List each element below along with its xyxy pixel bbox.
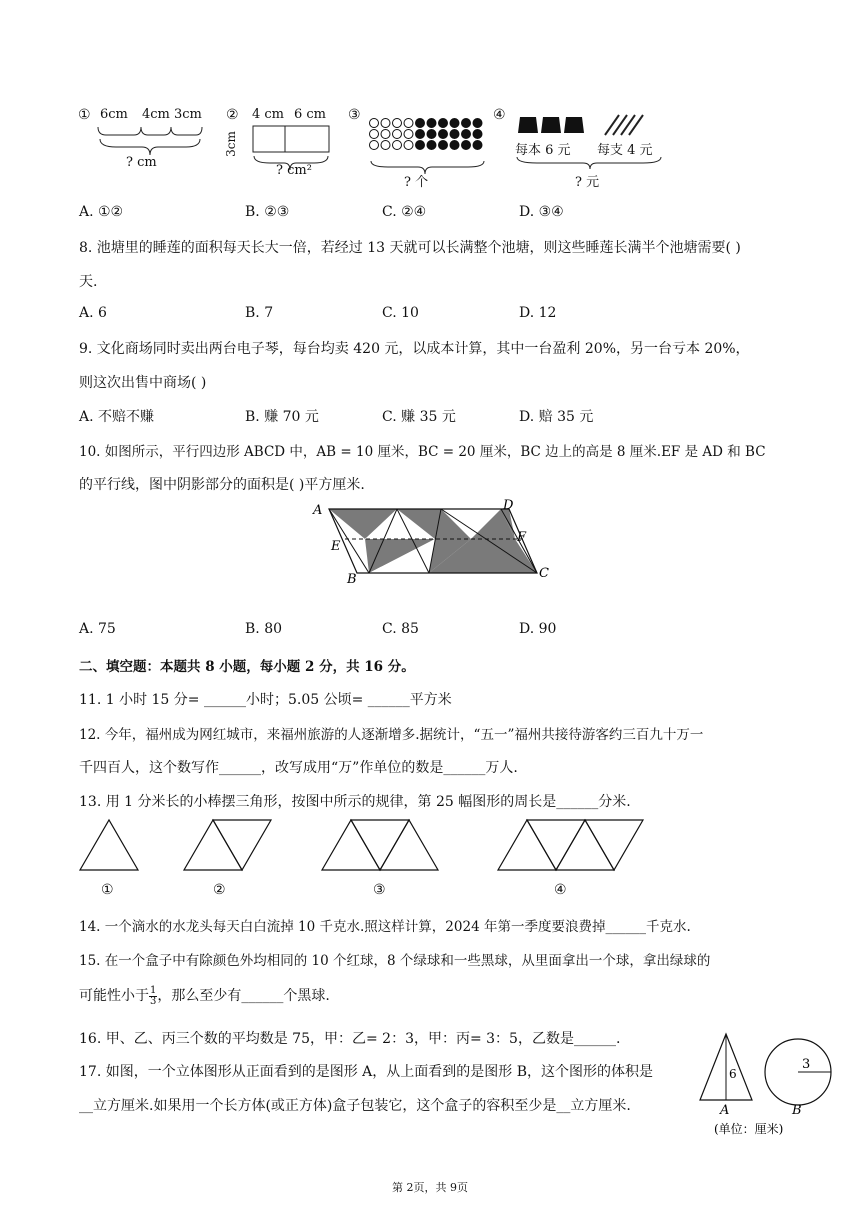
filled-dot	[473, 119, 482, 128]
hollow-dot	[381, 130, 390, 139]
q7-figure-3	[348, 103, 488, 189]
q13-marker-2: ②	[213, 882, 226, 898]
q15-fraction-numerator: 1	[150, 984, 157, 996]
section-2-heading: 二、填空题：本题共 8 小题，每小题 2 分，共 16 分。	[79, 659, 415, 675]
q7-fig1-label-1: 6cm	[100, 107, 128, 122]
filled-dot	[462, 130, 471, 139]
q7-fig4-right-label: 每支 4 元	[597, 143, 653, 158]
q10-label-c: C	[539, 566, 549, 581]
q7-fig1-marker: ①	[78, 107, 91, 123]
filled-dot	[439, 141, 448, 150]
q7-fig2-answer: ? cm²	[276, 163, 312, 178]
q10-text-line-1: 10. 如图所示，平行四边形 ABCD 中，AB = 10 厘米，BC = 20 厘米，BC 边上的高是 8 厘米.EF 是 AD 和 BC	[79, 444, 766, 460]
q7-fig4-left-label: 每本 6 元	[515, 143, 571, 158]
page-footer: 第 2页，共 9页	[392, 1181, 468, 1194]
filled-dot	[439, 119, 448, 128]
q12-text-line-2: 千四百人，这个数写作______，改写成用“万”作单位的数是______万人.	[79, 760, 518, 776]
book-icons	[517, 113, 587, 137]
q7-fig2-side-label: 3cm	[223, 131, 238, 157]
q9-text-line-1: 9. 文化商场同时卖出两台电子琴，每台均卖 420 元，以成本计算，其中一台盈利 20%，另一台亏本 20%，	[79, 341, 750, 357]
q13-text: 13. 用 1 分米长的小棒摆三角形，按图中所示的规律，第 25 幅图形的周长是______分米.	[79, 794, 631, 810]
q17-figure-b-label: B	[792, 1103, 802, 1118]
q10-label-e: E	[331, 539, 341, 554]
q7-fig3-dots	[368, 117, 488, 177]
hollow-dot	[381, 141, 390, 150]
q7-figure-2	[223, 103, 336, 183]
q12-text-line-1: 12. 今年，福州成为网红城市，来福州旅游的人逐渐增多.据统计，“五一”福州共接待游客约三百九十万一	[79, 727, 704, 743]
q8-text-line-2: 天.	[79, 274, 98, 290]
pen-icons	[601, 111, 661, 139]
filled-dot	[416, 130, 425, 139]
q8-option-b: B. 7	[245, 305, 274, 321]
filled-dot	[473, 130, 482, 139]
filled-dot	[473, 141, 482, 150]
hollow-dot	[404, 130, 413, 139]
q7-option-d: D. ③④	[519, 204, 564, 220]
q7-fig4-brace	[515, 155, 665, 171]
q9-text-line-2: 则这次出售中商场( )	[79, 375, 207, 391]
q9-option-d: D. 赔 35 元	[519, 409, 594, 425]
q8-option-d: D. 12	[519, 305, 557, 321]
q17-height-label: 6	[729, 1067, 737, 1081]
q8-text-line-1: 8. 池塘里的睡莲的面积每天长大一倍，若经过 13 天就可以长满整个池塘，则这些睡莲长满半个池塘需要( )	[79, 240, 741, 256]
q7-fig1-label-3: 3cm	[174, 107, 202, 122]
q15-fraction-denominator: 3	[150, 995, 157, 1007]
q7-figure-4	[493, 103, 673, 189]
q14-text: 14. 一个滴水的水龙头每天白白流掉 10 千克水.照这样计算，2024 年第一季度要浪费掉______千克水.	[79, 919, 691, 935]
q9-option-b: B. 赚 70 元	[245, 409, 319, 425]
q13-triangle-figures	[76, 814, 656, 904]
filled-dot	[439, 130, 448, 139]
filled-dot	[427, 119, 436, 128]
q10-option-c: C. 85	[382, 621, 419, 637]
q17-text-line-2: __立方厘米.如果用一个长方体(或正方体)盒子包装它，这个盒子的容积至少是__立方厘米.	[79, 1098, 631, 1114]
q7-option-b: B. ②③	[245, 204, 290, 220]
q13-marker-3: ③	[373, 882, 386, 898]
filled-dot	[450, 130, 459, 139]
q11-text: 11. 1 小时 15 分= ______小时；5.05 公顷= ______平方米	[79, 692, 452, 708]
q7-option-a: A. ①②	[79, 204, 124, 220]
q17-radius-label: 3	[802, 1057, 811, 1072]
q10-label-d: D	[503, 498, 514, 513]
q7-fig2-label-2: 6 cm	[294, 107, 327, 122]
q15-text-before-fraction: 可能性小于	[79, 988, 149, 1004]
filled-dot	[427, 141, 436, 150]
q7-fig4-marker: ④	[493, 107, 506, 123]
q17-unit-label: (单位：厘米)	[714, 1122, 784, 1136]
q7-fig3-answer: ? 个	[404, 175, 429, 190]
q7-fig3-marker: ③	[348, 107, 361, 123]
q7-fig4-answer: ? 元	[575, 175, 600, 190]
q10-label-b: B	[347, 572, 357, 585]
q7-fig1-label-2: 4cm	[142, 107, 170, 122]
filled-dot	[462, 119, 471, 128]
q10-text-line-2: 的平行线，图中阴影部分的面积是( )平方厘米.	[79, 477, 365, 493]
hollow-dot	[370, 141, 379, 150]
q7-option-c: C. ②④	[382, 204, 427, 220]
hollow-dot	[393, 130, 402, 139]
q10-parallelogram-figure	[305, 497, 555, 585]
q15-text-after-fraction: ，那么至少有______个黑球.	[157, 988, 330, 1004]
filled-dot	[450, 141, 459, 150]
hollow-dot	[404, 119, 413, 128]
q10-option-a: A. 75	[79, 621, 116, 637]
q8-option-a: A. 6	[79, 305, 107, 321]
q17-figure	[696, 1028, 836, 1138]
q13-marker-4: ④	[554, 882, 567, 898]
q7-fig2-marker: ②	[226, 107, 239, 123]
q7-figure-1	[78, 103, 208, 173]
q17-text-line-1: 17. 如图，一个立体图形从正面看到的是图形 A，从上面看到的是图形 B，这个图形的体积是	[79, 1064, 654, 1080]
filled-dot	[450, 119, 459, 128]
hollow-dot	[370, 130, 379, 139]
hollow-dot	[393, 119, 402, 128]
hollow-dot	[393, 141, 402, 150]
q16-text: 16. 甲、乙、丙三个数的平均数是 75，甲：乙= 2：3，甲：丙= 3：5，乙数是______.	[79, 1031, 621, 1047]
q15-text-line-1: 15. 在一个盒子中有除颜色外均相同的 10 个红球，8 个绿球和一些黑球，从里面拿出一个球，拿出绿球的	[79, 953, 711, 969]
q17-figure-a-label: A	[720, 1103, 730, 1118]
q7-fig1-brace	[96, 125, 206, 157]
hollow-dot	[381, 119, 390, 128]
q10-label-f: F	[517, 530, 527, 545]
q7-fig1-answer: ? cm	[126, 155, 157, 170]
filled-dot	[462, 141, 471, 150]
q10-option-d: D. 90	[519, 621, 557, 637]
hollow-dot	[404, 141, 413, 150]
q8-option-c: C. 10	[382, 305, 419, 321]
filled-dot	[416, 141, 425, 150]
q7-fig2-label-1: 4 cm	[252, 107, 285, 122]
filled-dot	[416, 119, 425, 128]
q13-marker-1: ①	[101, 882, 114, 898]
q9-option-a: A. 不赔不赚	[79, 409, 155, 425]
q15-text-line-2	[79, 985, 330, 1007]
filled-dot	[427, 130, 436, 139]
q10-option-b: B. 80	[245, 621, 283, 637]
hollow-dot	[370, 119, 379, 128]
q9-option-c: C. 赚 35 元	[382, 409, 456, 425]
q10-label-a: A	[313, 503, 323, 518]
